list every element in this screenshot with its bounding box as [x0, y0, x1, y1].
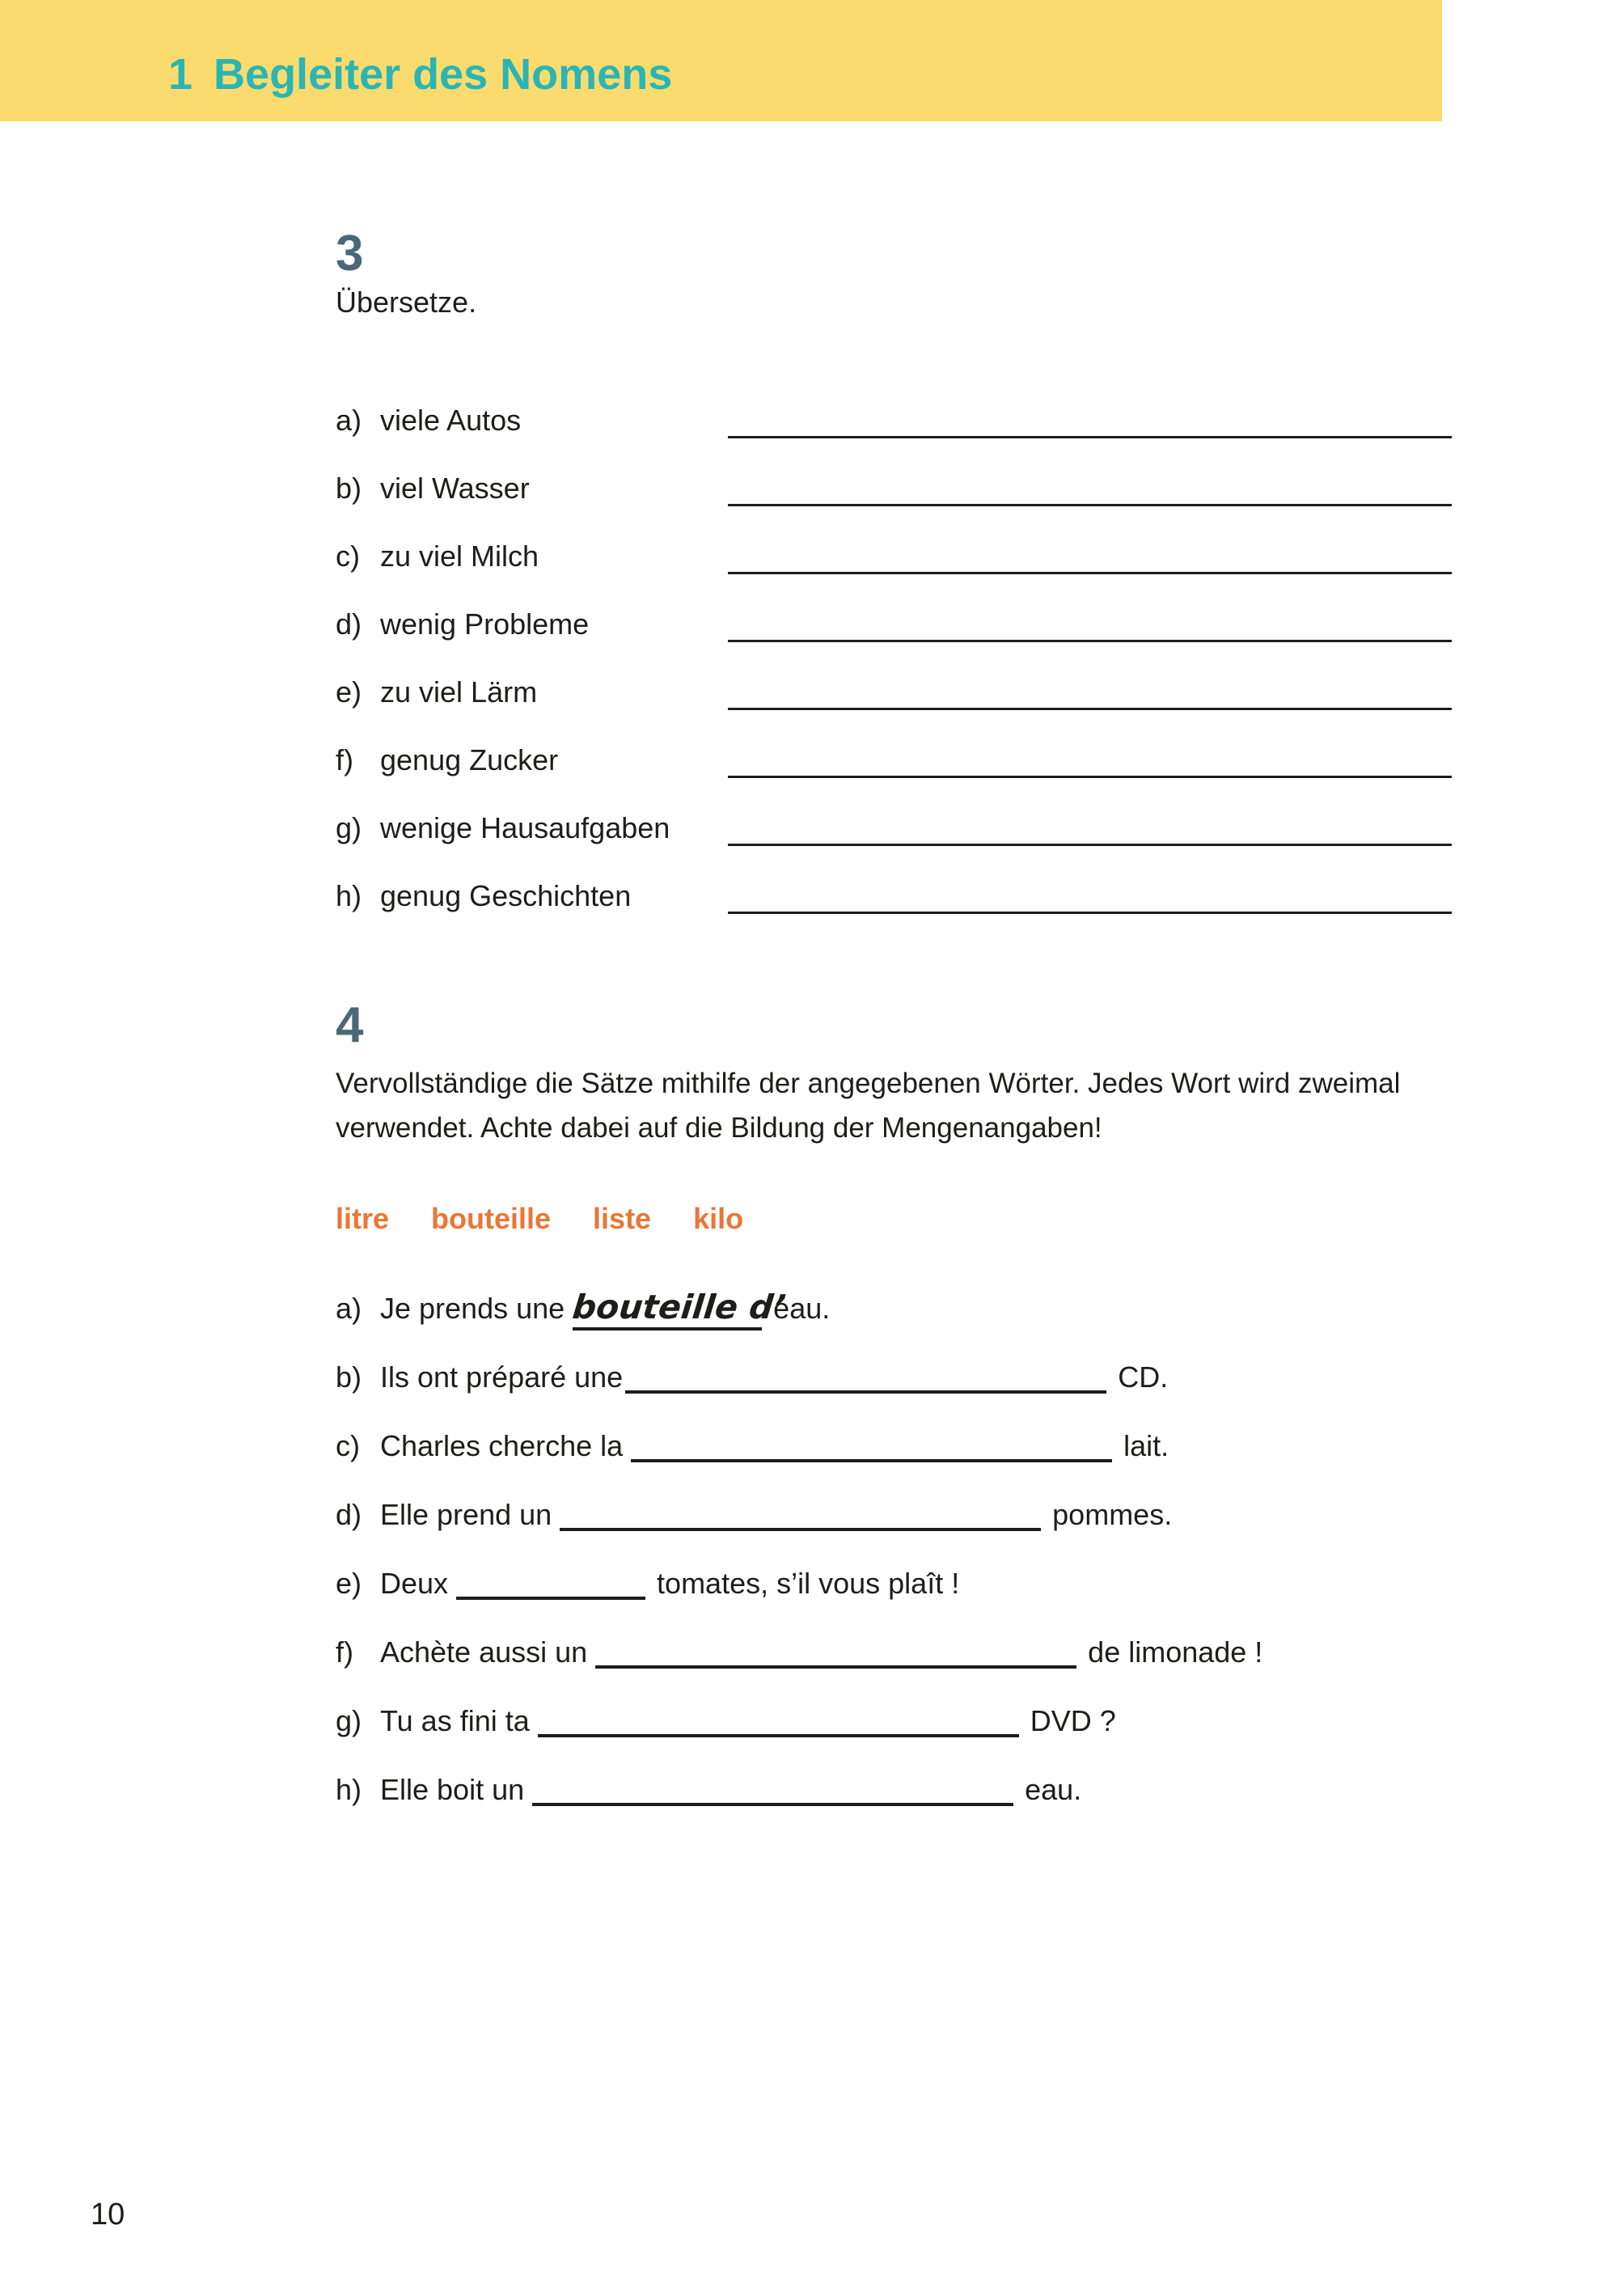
item-label: viele Autos [380, 404, 522, 437]
item-marker: d) [336, 1498, 362, 1531]
exercise4-item-f [336, 1618, 1460, 1686]
word-bank-item-liste: liste [593, 1202, 652, 1235]
sentence-before-blank: Je prends une [380, 1292, 565, 1325]
answer-blank-line[interactable] [728, 912, 1452, 914]
sentence-before-blank: Ils ont préparé une [380, 1360, 624, 1394]
item-marker: a) [336, 404, 362, 437]
page-number: 10 [91, 2198, 125, 2232]
item-label: zu viel Milch [380, 539, 539, 573]
exercise4-instruction: Vervollständige die Sätze mithilfe der angegebenen Wörter. Jedes Wort wird zweimal verwendet. Achte dabei auf die Bildung der Mengenangaben! [336, 1068, 1401, 1144]
sentence-after-blank: pommes. [1052, 1498, 1173, 1531]
exercise3-item-g [336, 794, 1452, 862]
sentence-before-blank: Elle prend un [380, 1498, 552, 1531]
answer-blank-line[interactable] [625, 1382, 1106, 1394]
word-bank-item-bouteille: bouteille [431, 1202, 552, 1235]
exercise4-item-b [336, 1343, 1460, 1411]
exercise4-number: 4 [336, 997, 364, 1053]
sentence-before-blank: Tu as fini ta [380, 1704, 530, 1737]
exercise4-item-g [336, 1686, 1460, 1755]
chapter-title-row [168, 49, 672, 99]
item-label: wenig Probleme [380, 607, 590, 641]
sentence-after-blank: de limonade ! [1088, 1635, 1263, 1669]
answer-blank-line[interactable] [728, 776, 1452, 778]
sentence-after-blank: tomates, s’il vous plaît ! [657, 1567, 960, 1600]
answer-blank-line[interactable] [456, 1589, 645, 1600]
item-marker: e) [336, 1567, 362, 1600]
item-label: genug Geschichten [380, 879, 632, 912]
exercise3-number: 3 [336, 226, 364, 281]
sentence-before-blank: Elle boit un [380, 1773, 525, 1806]
answer-blank-line[interactable] [532, 1795, 1013, 1806]
exercise4-item-a [336, 1274, 1460, 1343]
exercise3-item-h [336, 862, 1452, 930]
sentence-before-blank: Achète aussi un [380, 1635, 588, 1669]
exercise4-item-d [336, 1480, 1460, 1549]
sentence-before-blank: Deux [380, 1567, 449, 1600]
word-bank [336, 1199, 743, 1239]
sentence-after-blank: eau. [773, 1292, 831, 1325]
exercise3-list [336, 387, 1452, 930]
exercise3-item-f [336, 726, 1452, 794]
item-marker: h) [336, 879, 362, 912]
item-label: zu viel Lärm [380, 675, 538, 709]
exercise3-item-b [336, 455, 1452, 522]
item-marker: f) [336, 1635, 353, 1669]
sentence-after-blank: eau. [1025, 1773, 1082, 1806]
chapter-title: Begleiter des Nomens [214, 50, 673, 99]
item-label: viel Wasser [380, 472, 530, 505]
chapter-number: 1 [168, 50, 193, 99]
item-marker: e) [336, 675, 362, 709]
handwritten-answer: bouteille d’ [570, 1288, 789, 1326]
sentence-after-blank: CD. [1118, 1360, 1169, 1394]
sentence-after-blank: DVD ? [1030, 1704, 1116, 1737]
item-marker: c) [336, 539, 360, 573]
exercise4-item-c [336, 1411, 1460, 1480]
item-marker: d) [336, 607, 362, 641]
item-marker: g) [336, 811, 362, 844]
exercise3-item-e [336, 658, 1452, 726]
exercise4-list [336, 1274, 1460, 1824]
exercise4-item-e [336, 1549, 1460, 1618]
word-bank-item-kilo: kilo [693, 1202, 744, 1235]
answer-blank-line[interactable] [728, 572, 1452, 574]
item-marker: c) [336, 1429, 360, 1462]
item-marker: b) [336, 472, 362, 505]
answer-blank-line[interactable] [728, 844, 1452, 846]
answer-blank-line[interactable] [728, 708, 1452, 710]
item-marker: h) [336, 1773, 362, 1806]
item-marker: b) [336, 1360, 362, 1394]
exercise3-item-d [336, 590, 1452, 658]
answer-blank-line[interactable] [538, 1726, 1019, 1737]
exercise4-item-h [336, 1755, 1460, 1824]
word-bank-item-litre: litre [336, 1202, 390, 1235]
answer-blank-filled[interactable] [570, 1288, 789, 1331]
answer-blank-line[interactable] [631, 1451, 1112, 1462]
item-marker: f) [336, 743, 353, 776]
item-marker: g) [336, 1704, 362, 1737]
answer-blank-line[interactable] [560, 1520, 1041, 1531]
exercise3-instruction: Übersetze. [336, 286, 477, 319]
item-label: genug Zucker [380, 743, 559, 776]
item-marker: a) [336, 1292, 362, 1325]
exercise3-item-a [336, 387, 1452, 455]
exercise3-item-c [336, 522, 1452, 590]
answer-blank-line[interactable] [595, 1657, 1076, 1669]
chapter-header-band [0, 0, 1442, 121]
answer-blank-line[interactable] [728, 504, 1452, 506]
answer-blank-line[interactable] [728, 640, 1452, 642]
item-label: wenige Hausaufgaben [380, 811, 670, 844]
sentence-after-blank: lait. [1123, 1429, 1169, 1462]
sentence-before-blank: Charles cherche la [380, 1429, 624, 1462]
answer-blank-line[interactable] [728, 436, 1452, 438]
